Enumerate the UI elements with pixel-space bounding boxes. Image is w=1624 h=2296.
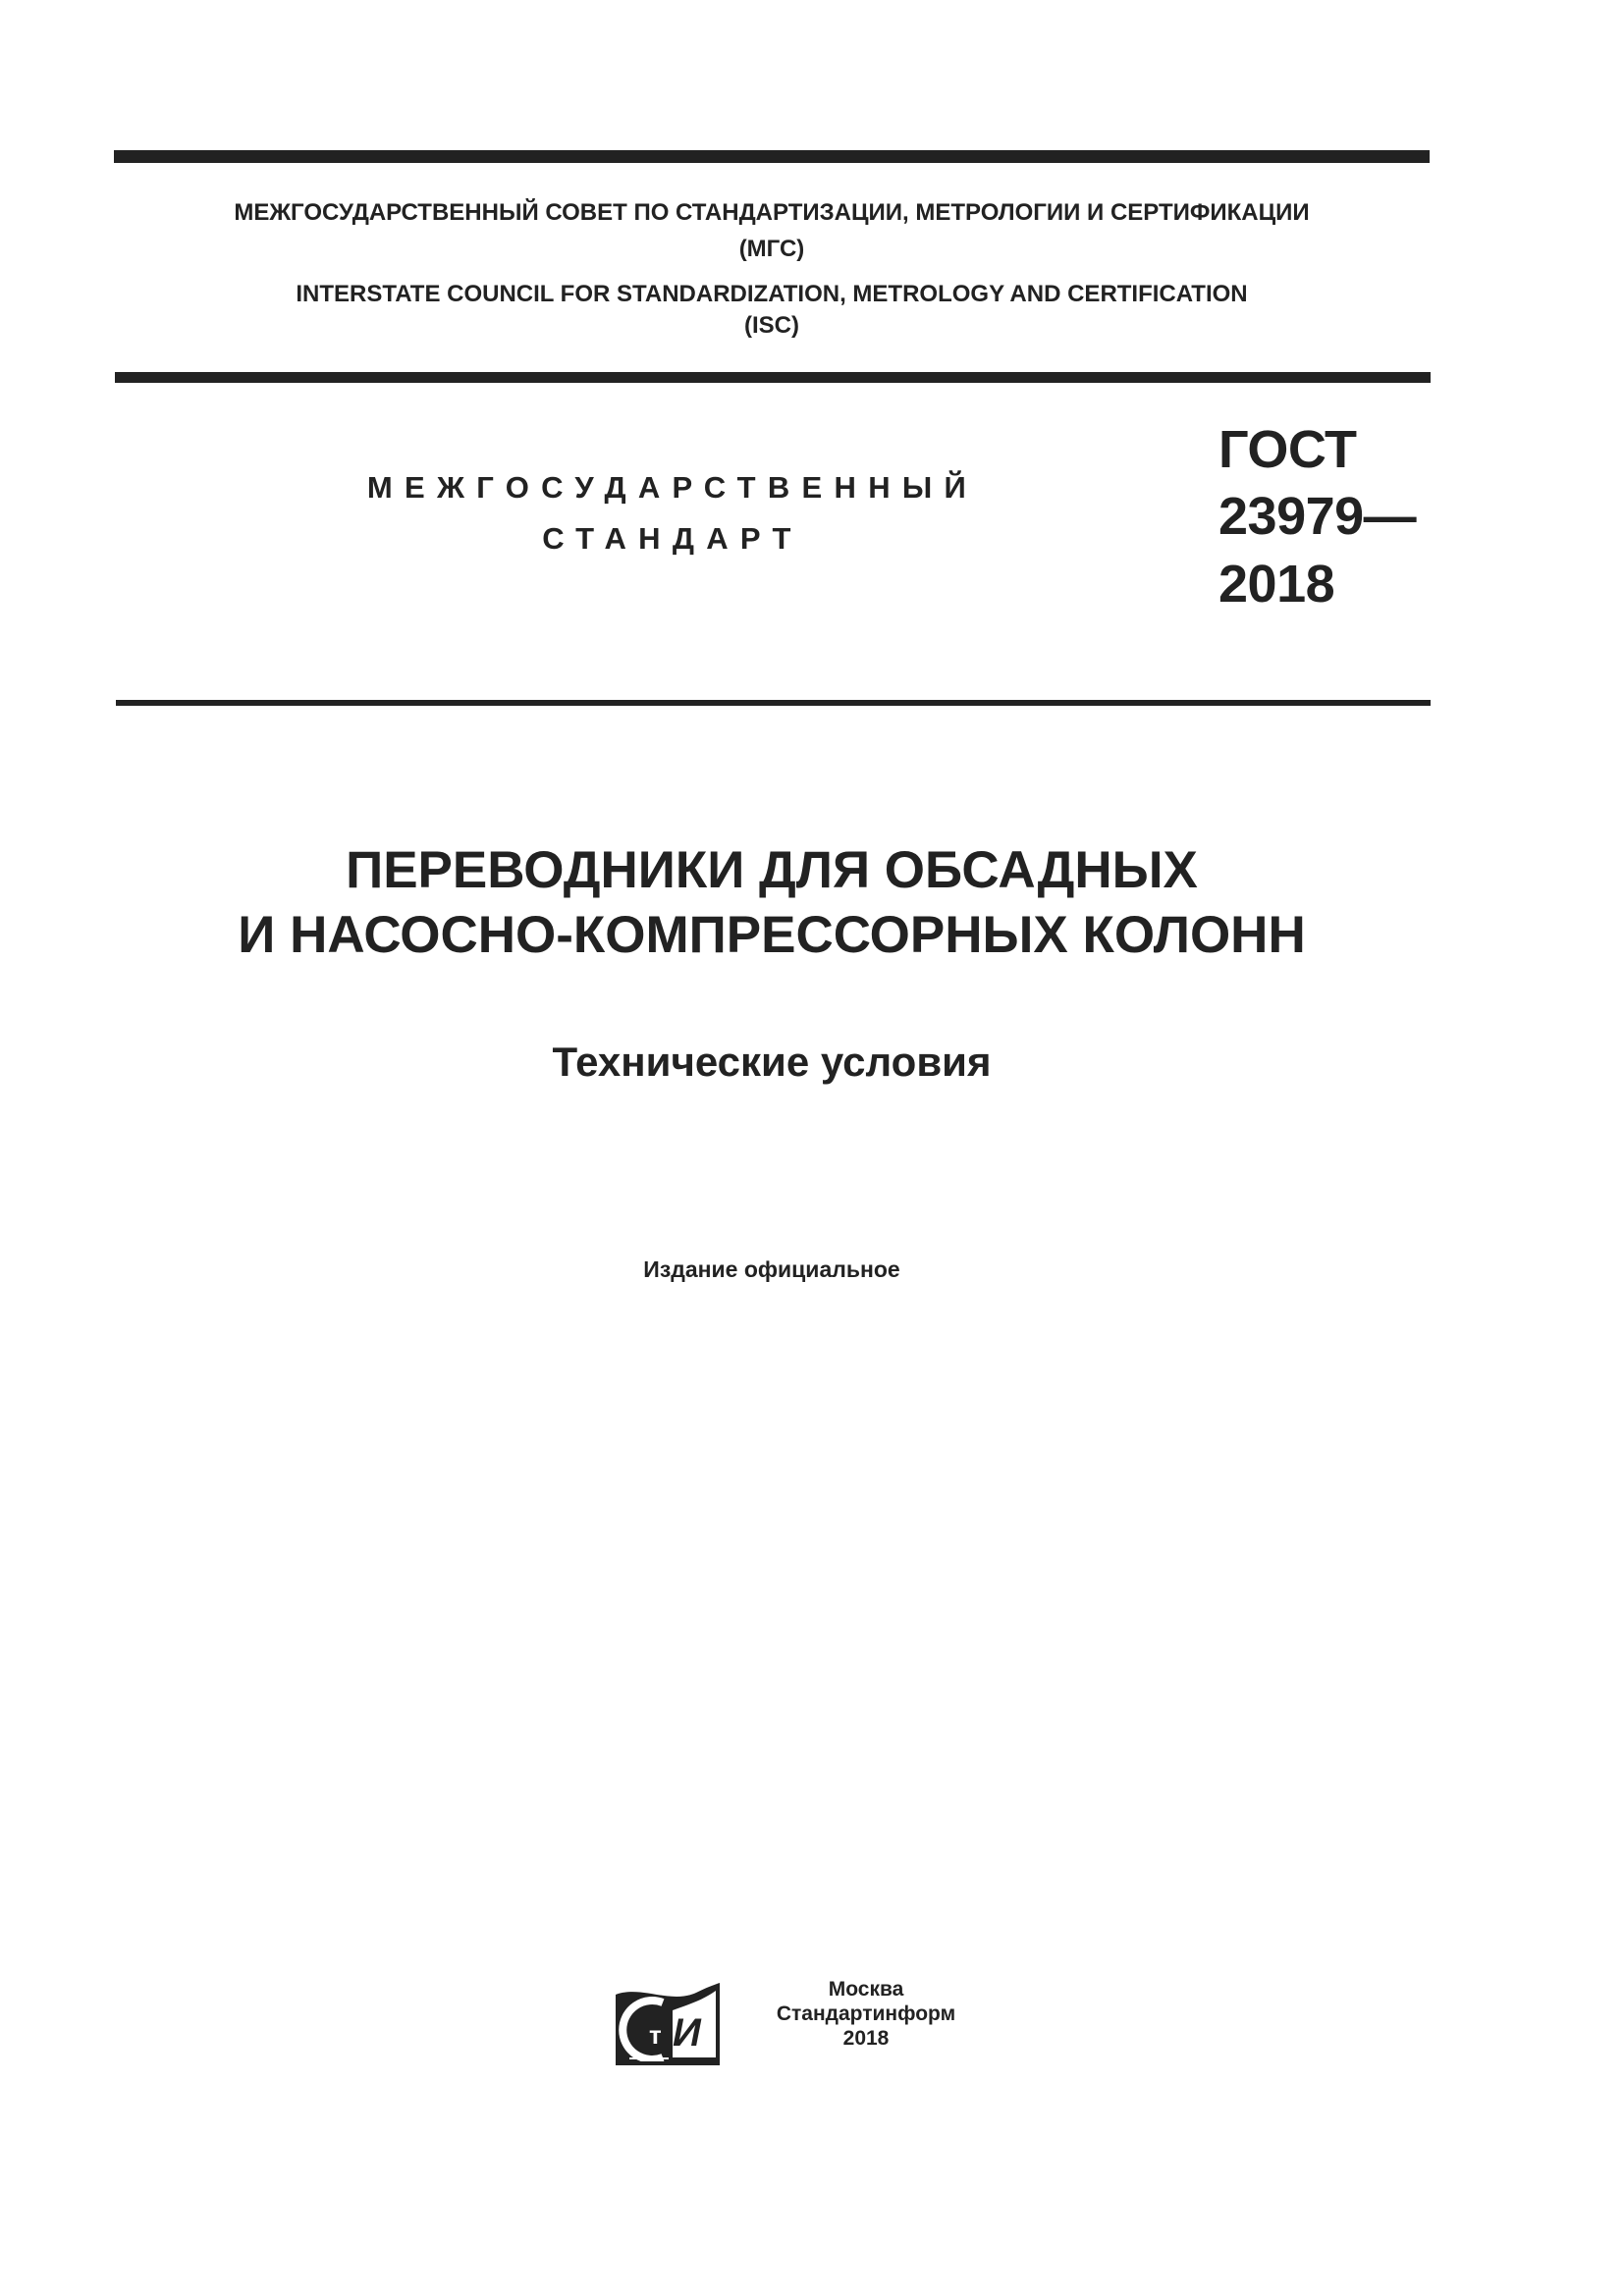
publisher-info [768,1977,964,2051]
publisher-year: 2018 [842,2027,890,2050]
council-name-en: INTERSTATE COUNCIL FOR STANDARDIZATION, METROLOGY AND CERTIFICATION [296,281,1248,307]
standard-kind-line1: МЕЖГОСУДАРСТВЕННЫЙ [366,470,979,505]
document-title-line2: И НАСОСНО-КОМПРЕССОРНЫХ КОЛОНН [238,906,1306,964]
document-title-line1: ПЕРЕВОДНИКИ ДЛЯ ОБСАДНЫХ [346,841,1198,899]
council-name-ru: МЕЖГОСУДАРСТВЕННЫЙ СОВЕТ ПО СТАНДАРТИЗАЦИИ, МЕТРОЛОГИИ И СЕРТИФИКАЦИИ [234,199,1310,226]
bottom-rule [116,700,1431,706]
gost-number: 23979— [1218,487,1417,546]
middle-rule [115,372,1431,383]
gost-label: ГОСТ [1218,420,1357,479]
svg-text:т: т [649,2020,662,2050]
publisher-city: Москва [828,1978,904,2001]
gost-year: 2018 [1218,555,1335,614]
standard-kind-line2: СТАНДАРТ [542,521,803,556]
standartinform-logo-icon [612,1983,722,2069]
council-abbr-en: (ISC) [744,312,799,339]
top-rule [114,150,1430,163]
svg-text:И: И [673,2011,701,2055]
council-abbr-ru: (МГС) [738,236,805,262]
publisher-name: Стандартинформ [776,2002,956,2025]
document-subtitle: Технические условия [552,1039,992,1085]
edition-note: Издание официальное [643,1256,900,1282]
